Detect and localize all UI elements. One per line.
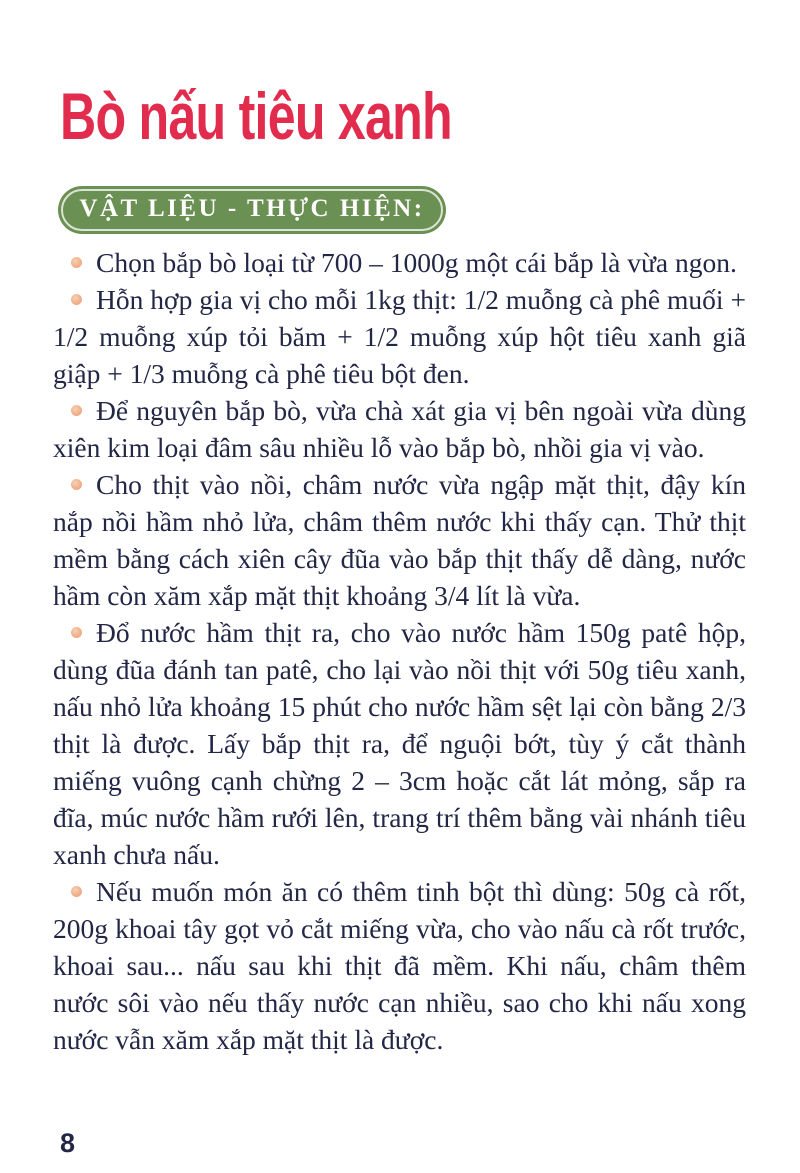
instruction-item <box>53 614 746 873</box>
instruction-text: Để nguyên bắp bò, vừa chà xát gia vị bên ngoài vừa dùng xiên kim loại đâm sâu nhiều lỗ vào bắp bò, nhồi gia vị vào. <box>53 395 746 463</box>
section-badge <box>58 186 446 234</box>
bullet-icon <box>71 294 82 305</box>
bullet-icon <box>71 479 82 490</box>
bullet-icon <box>71 257 82 268</box>
instruction-text: Chọn bắp bò loại từ 700 – 1000g một cái bắp là vừa ngon. <box>96 247 737 278</box>
instruction-text: Nếu muốn món ăn có thêm tinh bột thì dùng: 50g cà rốt, 200g khoai tây gọt vỏ cắt miếng vừa, cho vào nấu cà rốt trước, khoai sau... nấu sau khi thịt đã mềm. Khi nấu, châm thêm nước sôi vào nếu thấy nước cạn nhiều, sao cho khi nấu xong nước vẫn xăm xắp mặt thịt là được. <box>53 876 746 1055</box>
page-number: 8 <box>60 1128 76 1158</box>
instruction-item <box>53 244 746 281</box>
instruction-text: Hỗn hợp gia vị cho mỗi 1kg thịt: 1/2 muỗng cà phê muối + 1/2 muỗng xúp tỏi băm + 1/2 muỗng xúp hột tiêu xanh giã giập + 1/3 muỗng cà phê tiêu bột đen. <box>53 284 746 389</box>
instruction-item <box>53 873 746 1058</box>
instruction-item <box>53 392 746 466</box>
bullet-icon <box>71 405 82 416</box>
instruction-text: Cho thịt vào nồi, châm nước vừa ngập mặt thịt, đậy kín nắp nồi hầm nhỏ lửa, châm thêm nước khi thấy cạn. Thử thịt mềm bằng cách xiên cây đũa vào bắp thịt thấy dễ dàng, nước hầm còn xăm xắp mặt thịt khoảng 3/4 lít là vừa. <box>53 469 746 611</box>
instruction-item <box>53 466 746 614</box>
instruction-text: Đổ nước hầm thịt ra, cho vào nước hầm 150g patê hộp, dùng đũa đánh tan patê, cho lại vào nồi thịt với 50g tiêu xanh, nấu nhỏ lửa khoảng 15 phút cho nước hầm sệt lại còn bằng 2/3 thịt là được. Lấy bắp thịt ra, để nguội bớt, tùy ý cắt thành miếng vuông cạnh chừng 2 – 3cm hoặc cắt lát mỏng, sắp ra đĩa, múc nước hầm rưới lên, trang trí thêm bằng vài nhánh tiêu xanh chưa nấu. <box>53 617 746 870</box>
instruction-item <box>53 281 746 392</box>
bullet-icon <box>71 886 82 897</box>
recipe-instructions <box>53 244 746 1058</box>
page-title: Bò nấu tiêu xanh <box>60 79 452 153</box>
bullet-icon <box>71 627 82 638</box>
section-badge-label: VẬT LIỆU - THỰC HIỆN: <box>79 195 425 222</box>
